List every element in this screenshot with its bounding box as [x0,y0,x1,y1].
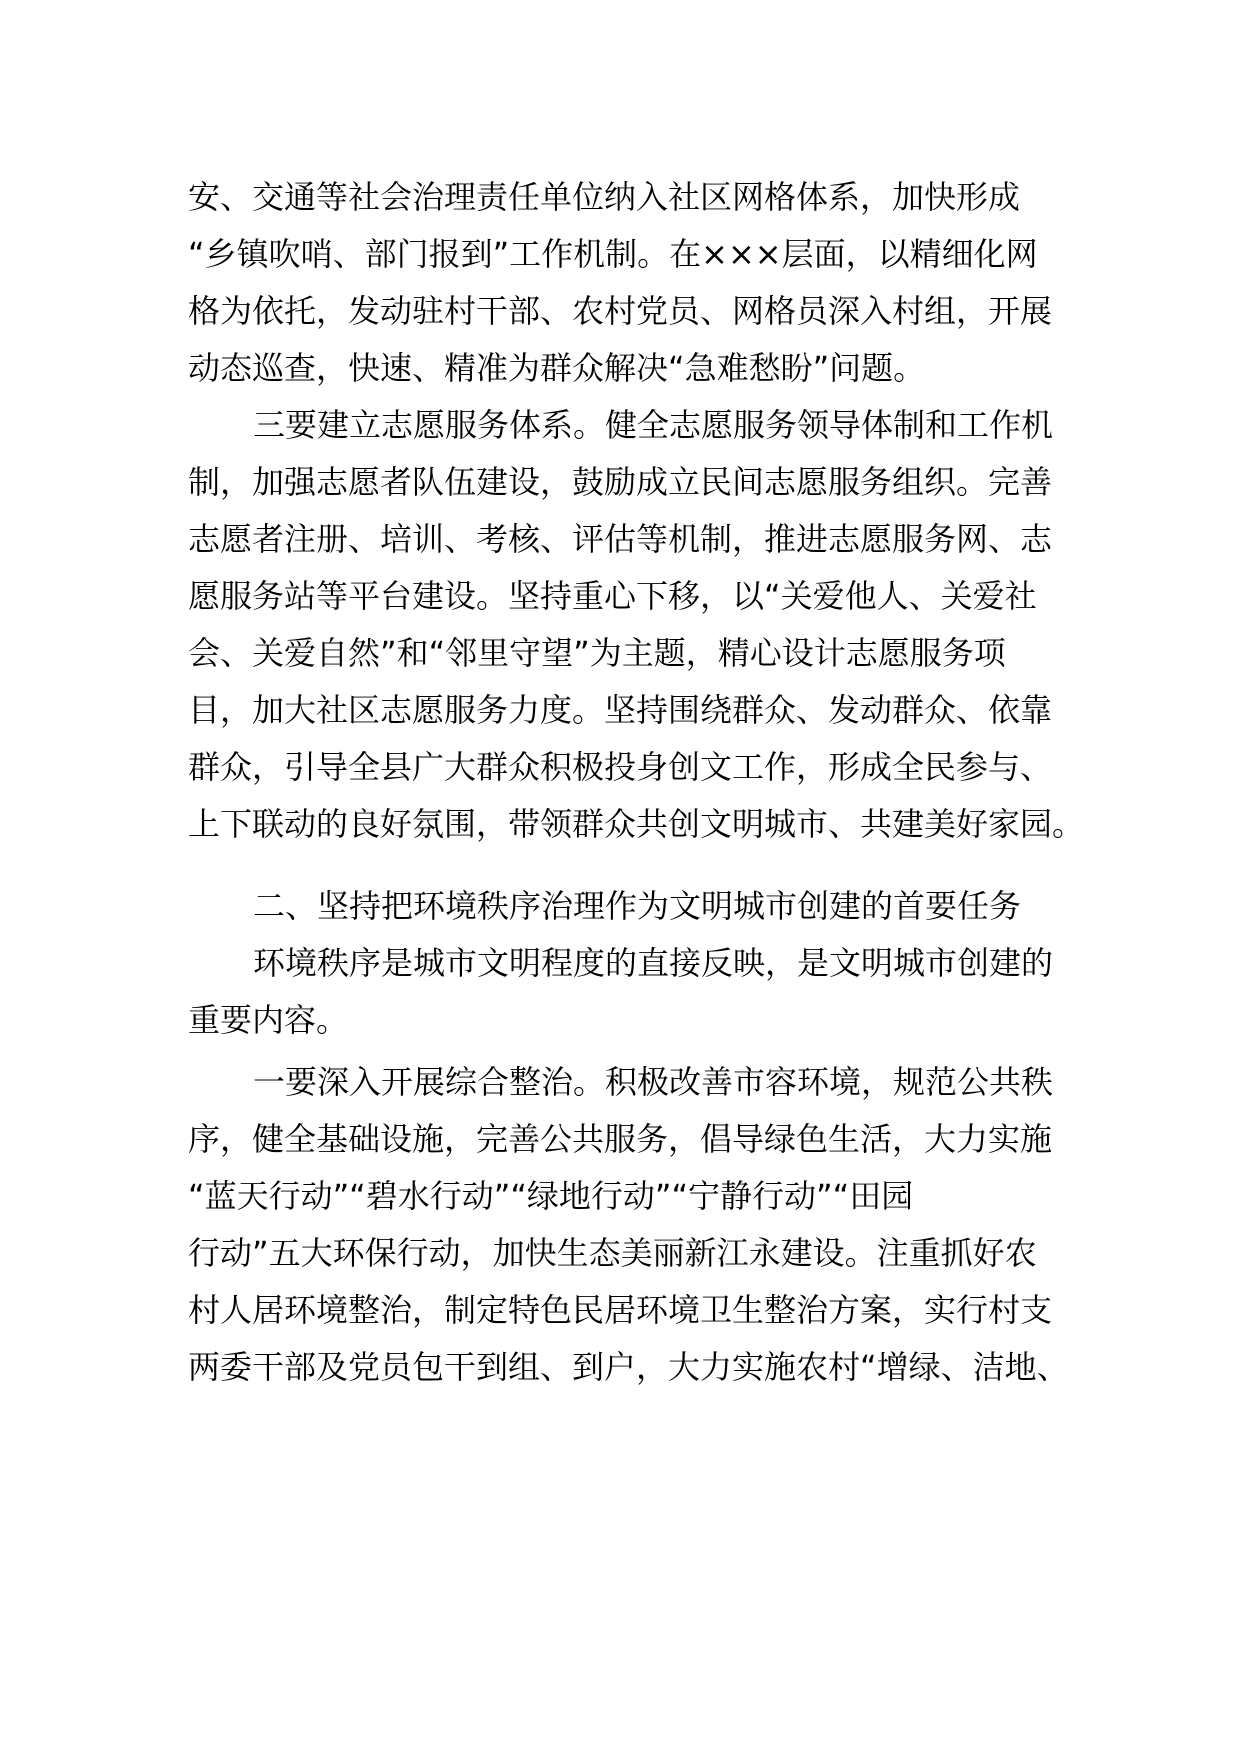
text-line: 重要内容。 [188,1001,349,1039]
text-line: 环境秩序是城市文明程度的直接反映，是文明城市创建的 [253,944,1054,982]
text-line: 制，加强志愿者队伍建设，鼓励成立民间志愿服务组织。完善 [188,463,1053,501]
text-line: 目，加大社区志愿服务力度。坚持围绕群众、发动群众、依靠 [188,691,1053,729]
text-line: 上下联动的良好氛围，带领群众共创文明城市、共建美好家园。 [188,805,1085,843]
text-line: 行动”五大环保行动，加快生态美丽新江永建设。注重抓好农 [188,1234,1037,1272]
text-line: 两委干部及党员包干到组、到户，大力实施农村“增绿、洁地、 [188,1348,1069,1386]
text-line: 序，健全基础设施，完善公共服务，倡导绿色生活，大力实施 [188,1120,1053,1158]
text-line: “乡镇吹哨、部门报到”工作机制。在×××层面，以精细化网 [188,235,1038,273]
text-line: 动态巡查，快速、精准为群众解决“急难愁盼”问题。 [188,349,926,387]
section-heading: 二、坚持把环境秩序治理作为文明城市创建的首要任务 [253,887,1022,925]
text-line: 群众，引导全县广大群众积极投身创文工作，形成全民参与、 [188,748,1053,786]
text-line: 安、交通等社会治理责任单位纳入社区网格体系，加快形成 [188,178,1021,216]
text-line: 一要深入开展综合整治。积极改善市容环境，规范公共秩 [253,1063,1054,1101]
text-line: 三要建立志愿服务体系。健全志愿服务领导体制和工作机 [253,406,1054,444]
text-line: 志愿者注册、培训、考核、评估等机制，推进志愿服务网、志 [188,520,1053,558]
text-line: “蓝天行动”“碧水行动”“绿地行动”“宁静行动”“田园 [188,1177,914,1215]
text-line: 格为依托，发动驻村干部、农村党员、网格员深入村组，开展 [188,292,1053,330]
text-line: 会、关爱自然”和“邻里守望”为主题，精心设计志愿服务项 [188,634,1006,672]
text-line: 愿服务站等平台建设。坚持重心下移，以“关爱他人、关爱社 [188,577,1037,615]
text-line: 村人居环境整治，制定特色民居环境卫生整治方案，实行村支 [188,1291,1053,1329]
